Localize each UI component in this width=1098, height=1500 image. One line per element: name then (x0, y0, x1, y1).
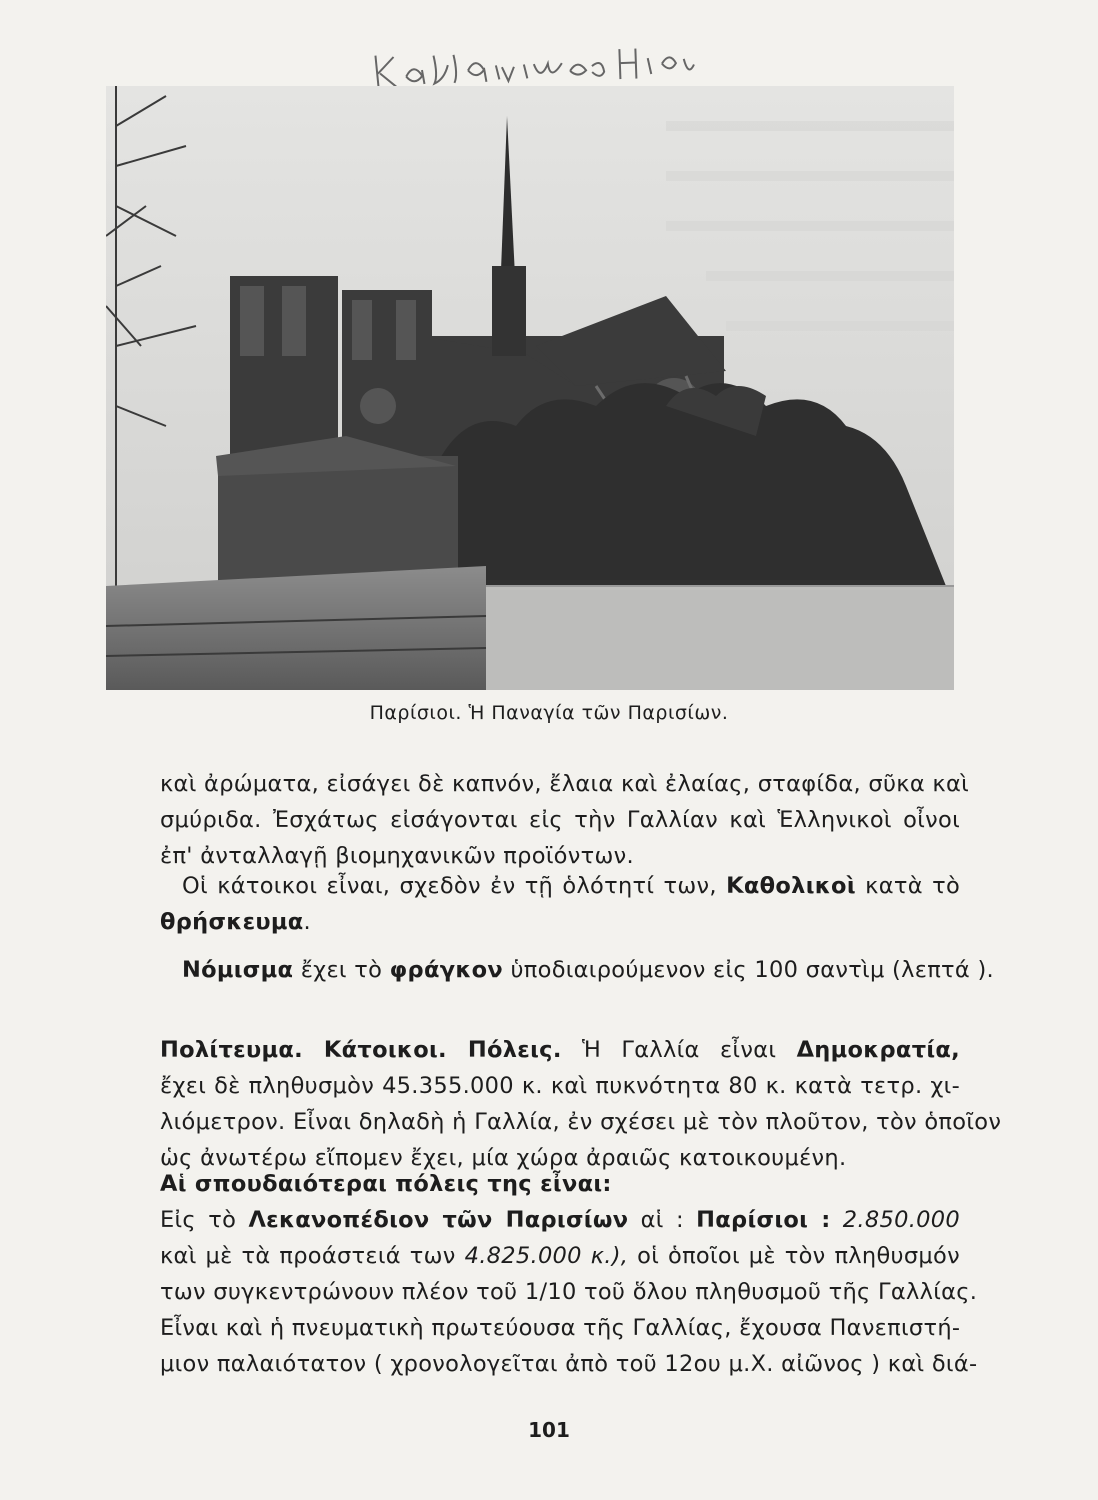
text-line: ἐπ' ἀνταλλαγῇ βιομηχανικῶν προϊόντων. (160, 843, 634, 869)
notre-dame-photo (106, 86, 954, 690)
handwriting-icon (371, 36, 702, 91)
text-line: Οἱ κάτοικοι εἶναι, σχεδὸν ἐν τῇ ὁλότητί των, Καθολικοὶ κατὰ τὸ (182, 873, 961, 899)
text-line: Νόμισμα ἔχει τὸ φράγκον ὑποδιαιρούμενον εἰς 100 σαντὶμ (λεπτά ). (182, 957, 995, 983)
photo-caption: Παρίσιοι. Ἡ Παναγία τῶν Παρισίων. (369, 702, 729, 724)
paragraph-imports (160, 766, 970, 874)
text-line: των συγκεντρώνουν πλέον τοῦ 1/10 τοῦ ὅλου πληθυσμοῦ τῆς Γαλλίας. (160, 1279, 978, 1305)
page-number: 101 (528, 1418, 570, 1442)
text-line: λιόμετρον. Εἶναι δηλαδὴ ἡ Γαλλία, ἐν σχέσει μὲ τὸν πλοῦτον, τὸν ὁποῖον (160, 1109, 1002, 1135)
paragraph-currency (160, 952, 995, 988)
paragraph-cities (160, 1166, 978, 1382)
cathedral-photo-icon (106, 86, 954, 690)
text-line: ἔχει δὲ πληθυσμὸν 45.355.000 κ. καὶ πυκνότητα 80 κ. κατὰ τετρ. χι- (160, 1073, 960, 1099)
text-line: καὶ ἀρώματα, εἰσάγει δὲ καπνόν, ἔλαια καὶ ἐλαίας, σταφίδα, σῦκα καὶ (160, 771, 970, 797)
text-line: σμύριδα. Ἐσχάτως εἰσάγονται εἰς τὴν Γαλλίαν καὶ Ἑλληνικοὶ οἶνοι (160, 807, 960, 833)
text-line: Εἰς τὸ Λεκανοπέδιον τῶν Παρισίων αἱ : Παρίσιοι : 2.850.000 (160, 1207, 961, 1233)
text-line: Πολίτευμα. Κάτοικοι. Πόλεις. Ἡ Γαλλία εἶναι Δημοκρατία, (160, 1037, 961, 1063)
section-heading: Αἱ σπουδαιότεραι πόλεις της εἶναι: (160, 1171, 612, 1197)
paragraph-religion (160, 868, 960, 940)
text-line: Εἶναι καὶ ἡ πνευματικὴ πρωτεύουσα τῆς Γαλλίας, ἔχουσα Πανεπιστή- (160, 1315, 961, 1341)
text-line: θρήσκευμα. (160, 909, 311, 935)
text-line: μιον παλαιότατον ( χρονολογεῖται ἀπὸ τοῦ 12ου μ.Χ. αἰῶνος ) καὶ διά- (160, 1351, 978, 1377)
text-line: ὡς ἀνωτέρω εἴπομεν ἔχει, μία χώρα ἀραιῶς κατοικουμένη. (160, 1145, 847, 1171)
paragraph-government (160, 1032, 1002, 1176)
text-line: καὶ μὲ τὰ προάστειά των 4.825.000 κ.), οἱ ὁποῖοι μὲ τὸν πληθυσμόν (160, 1243, 960, 1269)
